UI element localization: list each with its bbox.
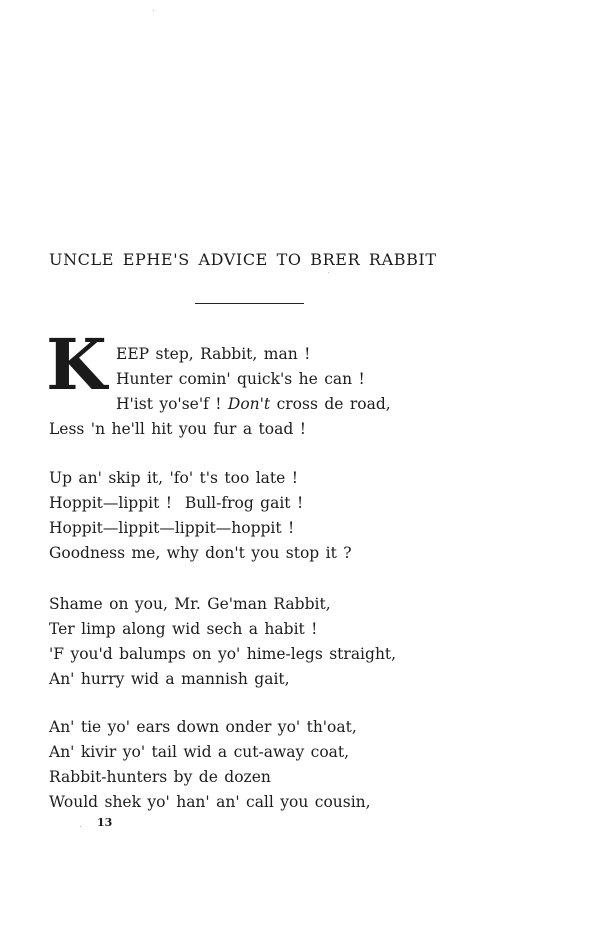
poem-line: Less 'n he'll hit you fur a toad ! (49, 420, 306, 438)
poem-line: Up an' skip it, 'fo' t's too late ! (49, 469, 298, 487)
poem-line: EEP step, Rabbit, man ! (116, 345, 311, 363)
paper-speck (153, 10, 154, 11)
poem-text: cross de road, (276, 395, 391, 413)
poem-line: An' tie yo' ears down onder yo' th'oat, (49, 718, 357, 736)
poem-line: Would shek yo' han' an' call you cousin, (49, 793, 371, 811)
poem-title: UNCLE EPHE'S ADVICE TO BRER RABBIT (49, 250, 437, 269)
title-rule (195, 303, 304, 304)
poem-line: Ter limp along wid sech a habit ! (49, 620, 318, 638)
poem-line: Rabbit-hunters by de dozen (49, 768, 271, 786)
emphasis-text: Don't (227, 395, 271, 413)
poem-line: An' kivir yo' tail wid a cut-away coat, (49, 743, 350, 761)
poem-text: H'ist yo'se'f ! (116, 395, 222, 413)
poem-line: Hoppit—lippit—lippit—hoppit ! (49, 519, 295, 537)
poem-line (116, 394, 391, 414)
poem-line: An' hurry wid a mannish gait, (49, 670, 290, 688)
page-number: 13 (97, 816, 113, 829)
drop-cap: K (46, 323, 107, 406)
paper-speck (80, 826, 81, 827)
paper-speck (328, 272, 329, 273)
poem-line: Hoppit—lippit ! Bull-frog gait ! (49, 494, 304, 512)
poem-line: Goodness me, why don't you stop it ? (49, 544, 352, 562)
poem-line: Hunter comin' quick's he can ! (116, 370, 365, 388)
poem-line: Shame on you, Mr. Ge'man Rabbit, (49, 595, 331, 613)
poem-line: 'F you'd balumps on yo' hime-legs straight, (49, 645, 397, 663)
